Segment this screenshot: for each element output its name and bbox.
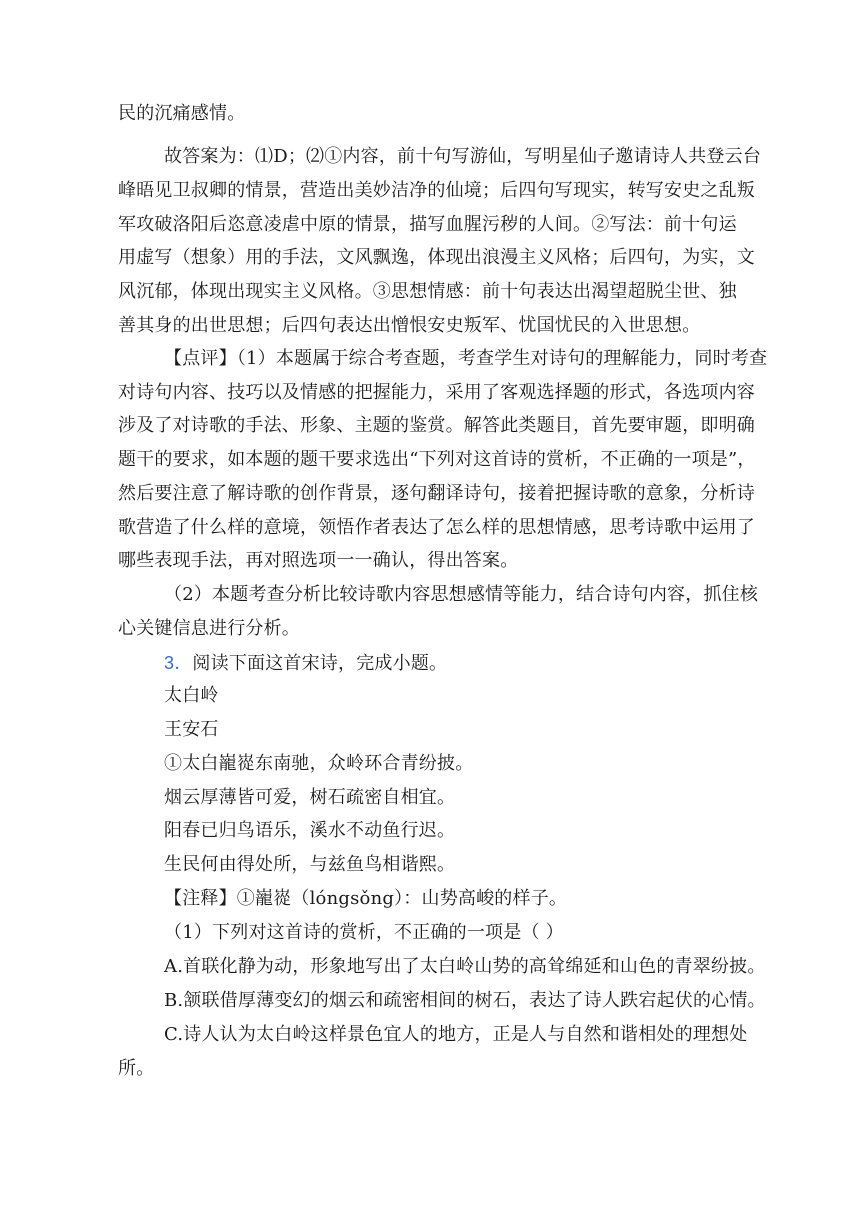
option-c: C.诗人认为太白岭这样景色宜人的地方，正是人与自然和谐相处的理想处 [164, 1024, 748, 1045]
option-a: A.首联化静为动，形象地写出了太白岭山势的高耸绵延和山色的青翠纷披。 [164, 956, 766, 977]
text-line: 峰晤见卫叔卿的情景，营造出美妙洁净的仙境；后四句写现实，转写安史之乱叛 [118, 180, 755, 201]
sub-question: （1）下列对这首诗的赏析，不正确的一项是（ ） [164, 922, 564, 943]
annotation-line: 【注释】①巃嵸（lóngsǒng）：山势高峻的样子。 [164, 888, 568, 909]
poem-line: 烟云厚薄皆可爱，树石疏密自相宜。 [164, 787, 456, 808]
question-text: 阅读下面这首宋诗，完成小题。 [192, 653, 448, 674]
text-line: （2）本题考查分析比较诗歌内容思想感情等能力，结合诗句内容，抓住核 [164, 584, 759, 605]
poem-title: 太白岭 [164, 685, 219, 706]
option-c-continued: 所。 [118, 1058, 155, 1079]
text-line: 对诗句内容、技巧以及情感的把握能力，采用了客观选择题的形式，各选项内容 [118, 382, 755, 403]
text-line: 哪些表现手法，再对照选项一一确认，得出答案。 [118, 550, 519, 571]
text-line: 题干的要求，如本题的题干要求选出“下列对这首诗的赏析，不正确的一项是”， [118, 449, 756, 470]
text-line: 故答案为：⑴D；⑵①内容，前十句写游仙，写明星仙子邀请诗人共登云台 [164, 146, 762, 167]
text-line: 民的沉痛感情。 [118, 103, 246, 124]
poem-line: ①太白巃嵸东南驰，众岭环合青纷披。 [164, 753, 474, 774]
text-line: 心关键信息进行分析。 [118, 618, 300, 639]
question-number: 3． [164, 653, 193, 673]
question-line [164, 651, 447, 676]
option-b: B.颔联借厚薄变幻的烟云和疏密相间的树石，表达了诗人跌宕起伏的心情。 [164, 990, 766, 1011]
text-line: 军攻破洛阳后恣意凌虐中原的情景，描写血腥污秽的人间。②写法：前十句运 [118, 214, 737, 235]
text-line: 歌营造了什么样的意境，领悟作者表达了怎么样的思想情感，思考诗歌中运用了 [118, 517, 755, 538]
text-line: 善其身的出世思想；后四句表达出憎恨安史叛军、忧国忧民的入世思想。 [118, 315, 701, 336]
poem-line: 生民何由得处所，与兹鱼鸟相谐熙。 [164, 854, 456, 875]
text-line: 风沉郁，体现出现实主义风格。③思想情感：前十句表达出渴望超脱尘世、独 [118, 281, 737, 302]
text-line: 然后要注意了解诗歌的创作背景，逐句翻译诗句，接着把握诗歌的意象，分析诗 [118, 483, 755, 504]
text-line: 用虚写（想象）用的手法，文风飘逸，体现出浪漫主义风格；后四句，为实，文 [118, 247, 755, 268]
poem-line: 阳春已归鸟语乐，溪水不动鱼行迟。 [164, 820, 456, 841]
text-line: 涉及了对诗歌的手法、形象、主题的鉴赏。解答此类题目，首先要审题，即明确 [118, 415, 755, 436]
poem-author: 王安石 [164, 719, 219, 740]
text-line: 【点评】（1）本题属于综合考查题，考查学生对诗句的理解能力，同时考查 [164, 348, 768, 369]
